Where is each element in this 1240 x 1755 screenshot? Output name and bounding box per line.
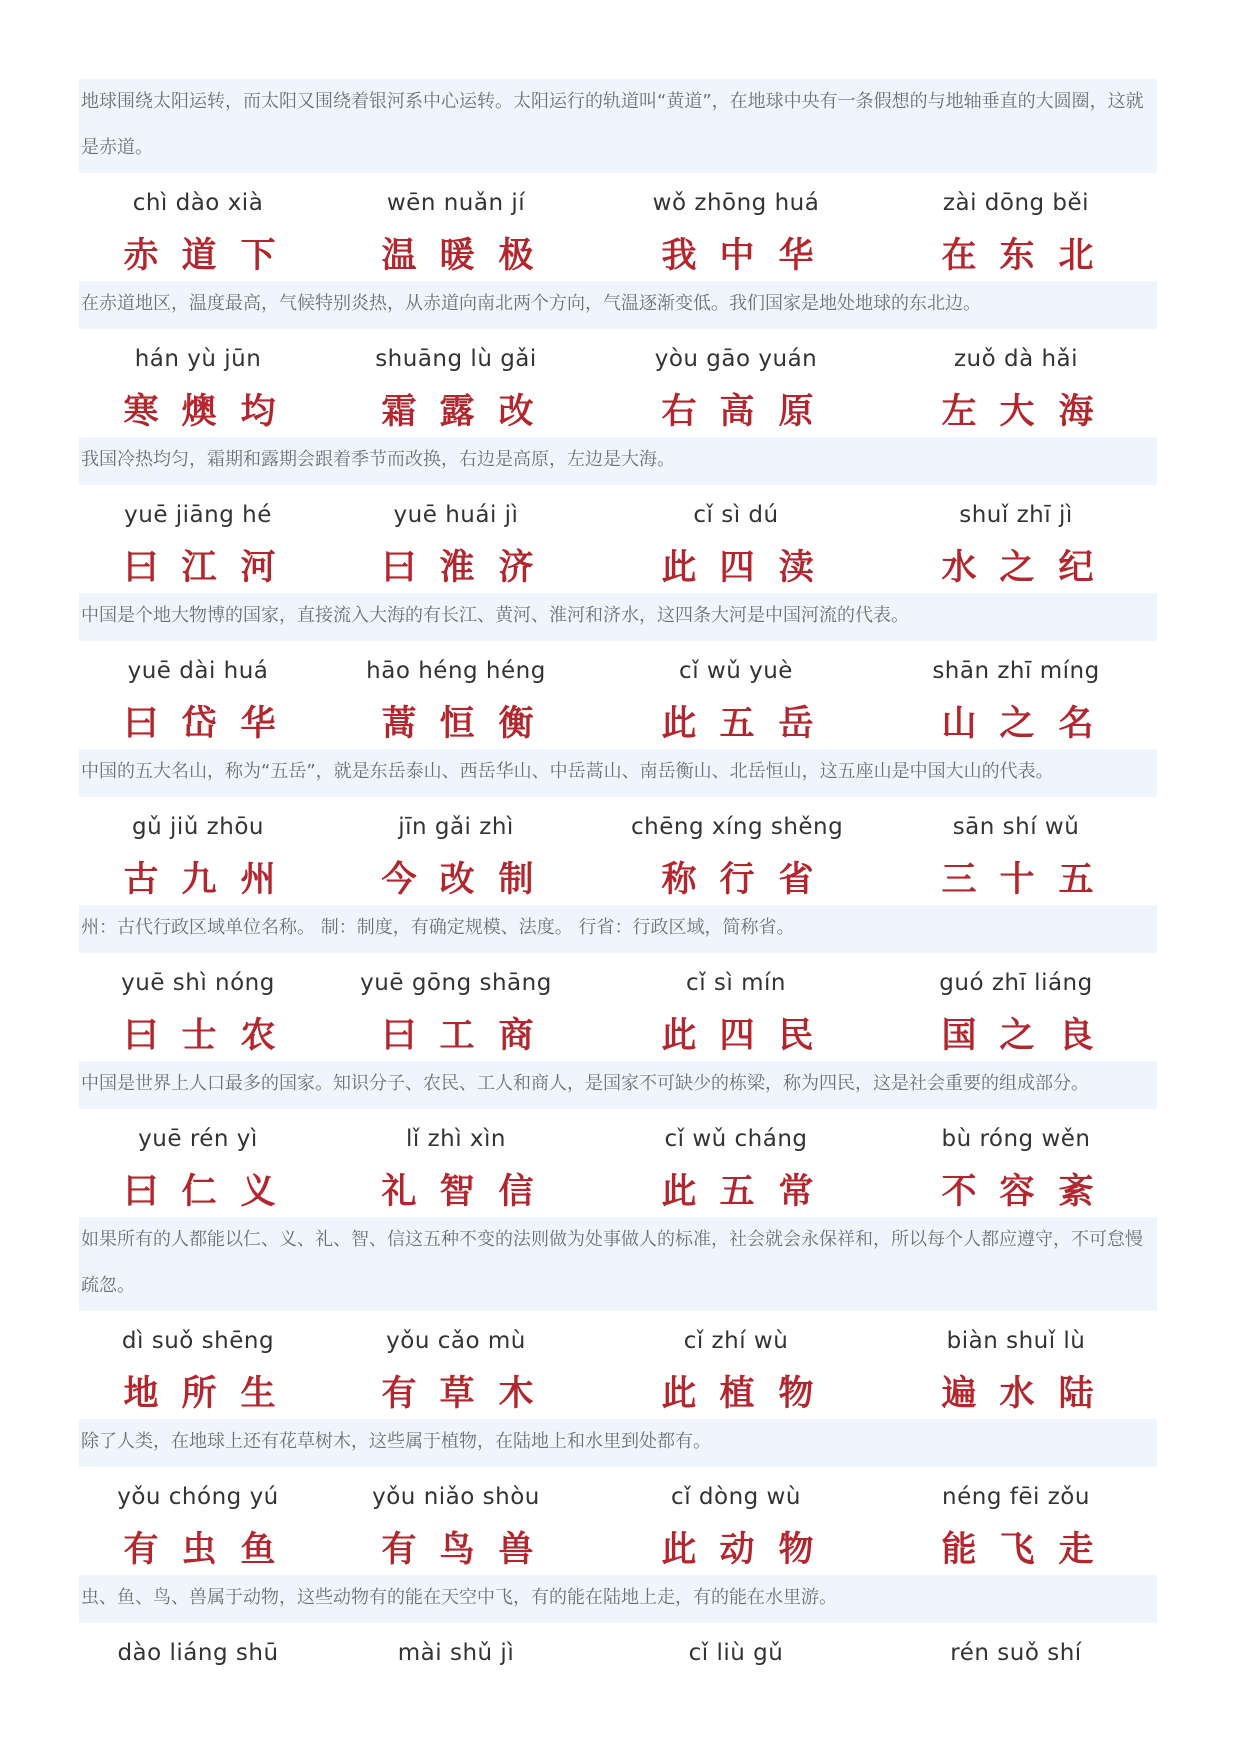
hanzi-char: 均 (240, 392, 276, 432)
pinyin-text: yuē dài huá (127, 658, 269, 684)
hanzi-group (931, 698, 1101, 750)
hanzi-group (931, 542, 1101, 594)
pinyin-text: hán yù jūn (134, 346, 262, 372)
hanzi-group (651, 542, 821, 594)
hanzi-group (651, 1680, 821, 1732)
hanzi-char: 有 (381, 1374, 417, 1414)
hanzi-group (113, 698, 283, 750)
verse-phrase (651, 1484, 821, 1594)
hanzi-char: 岱 (181, 704, 217, 744)
hanzi-char: 称 (661, 860, 697, 900)
hanzi-group (371, 1524, 541, 1576)
verse-row (0, 1640, 1240, 1750)
hanzi-char: 陆 (1058, 1374, 1094, 1414)
note-text: 除了人类，在地球上还有花草树木，这些属于植物，在陆地上和水里到处都有。 (81, 1431, 711, 1452)
hanzi-char: 此 (661, 1374, 697, 1414)
pinyin-text: cǐ zhí wù (683, 1328, 789, 1354)
verse-phrase (931, 658, 1101, 768)
pinyin-text: dì suǒ shēng (121, 1328, 275, 1354)
hanzi-char: 四 (719, 548, 755, 588)
note-text: 中国是个地大物博的国家，直接流入大海的有长江、黄河、淮河和济水，这四条大河是中国河流的代表。 (81, 605, 909, 626)
hanzi-group (931, 854, 1101, 906)
hanzi-group (371, 542, 541, 594)
hanzi-char: 不 (941, 1172, 977, 1212)
hanzi-group (113, 230, 283, 282)
hanzi-group (931, 1166, 1101, 1218)
hanzi-group (931, 1524, 1101, 1576)
hanzi-char: 水 (999, 1374, 1035, 1414)
hanzi-group (931, 1368, 1101, 1420)
verse-phrase (113, 1126, 283, 1236)
hanzi-group (371, 698, 541, 750)
verse-phrase (651, 346, 821, 456)
hanzi-group (371, 386, 541, 438)
hanzi-char: 极 (498, 236, 534, 276)
verse-phrase (371, 814, 541, 924)
pinyin-text: yuē shì nóng (121, 970, 275, 996)
verse-phrase (113, 1640, 283, 1750)
hanzi-char: 民 (778, 1016, 814, 1056)
pinyin-text: rén suǒ shí (950, 1640, 1082, 1666)
hanzi-group (113, 1010, 283, 1062)
note-text: 中国是世界上人口最多的国家。知识分子、农民、工人和商人，是国家不可缺少的栋梁，称为四民，这是社会重要的组成部分。 (81, 1073, 1089, 1094)
hanzi-char: 曰 (381, 1016, 417, 1056)
hanzi-char: 五 (719, 704, 755, 744)
verse-phrase (371, 1484, 541, 1594)
hanzi-char: 山 (941, 704, 977, 744)
hanzi-group (371, 1166, 541, 1218)
hanzi-group (113, 386, 283, 438)
hanzi-char: 左 (941, 392, 977, 432)
verse-phrase (113, 970, 283, 1080)
pinyin-text: yuē huái jì (393, 502, 519, 528)
hanzi-char: 物 (778, 1530, 814, 1570)
hanzi-char: 原 (778, 392, 814, 432)
hanzi-char: 曰 (123, 1016, 159, 1056)
pinyin-text: bù róng wěn (941, 1126, 1091, 1152)
verse-row (0, 1484, 1240, 1594)
hanzi-char: 蒿 (381, 704, 417, 744)
verse-phrase (931, 970, 1101, 1080)
hanzi-char: 暖 (439, 236, 475, 276)
verse-phrase (931, 346, 1101, 456)
hanzi-char: 之 (999, 704, 1035, 744)
verse-row (0, 502, 1240, 612)
hanzi-char: 岳 (778, 704, 814, 744)
verse-row (0, 814, 1240, 924)
hanzi-char: 济 (498, 548, 534, 588)
verse-phrase (931, 1484, 1101, 1594)
hanzi-group (113, 1680, 283, 1732)
verse-phrase (931, 190, 1101, 300)
pinyin-text: cǐ dòng wù (671, 1484, 801, 1510)
hanzi-group (113, 854, 283, 906)
hanzi-char: 燠 (181, 392, 217, 432)
verse-phrase (113, 502, 283, 612)
hanzi-char: 仁 (181, 1172, 217, 1212)
hanzi-char: 右 (661, 392, 697, 432)
hanzi-group (113, 542, 283, 594)
hanzi-group (651, 1166, 821, 1218)
pinyin-text: gǔ jiǔ zhōu (132, 814, 264, 840)
hanzi-char: 植 (719, 1374, 755, 1414)
hanzi-char: 鸟 (439, 1530, 475, 1570)
verse-row (0, 346, 1240, 456)
hanzi-char: 四 (719, 1016, 755, 1056)
note-1 (79, 79, 1157, 173)
hanzi-group (931, 386, 1101, 438)
hanzi-char: 有 (381, 1530, 417, 1570)
pinyin-text: yuē rén yì (138, 1126, 258, 1152)
hanzi-char: 赤 (123, 236, 159, 276)
hanzi-char: 遍 (941, 1374, 977, 1414)
hanzi-char: 三 (941, 860, 977, 900)
hanzi-group (651, 698, 821, 750)
hanzi-char: 之 (999, 548, 1035, 588)
hanzi-char: 此 (661, 704, 697, 744)
note-text: 中国的五大名山，称为“五岳”，就是东岳泰山、西岳华山、中岳蒿山、南岳衡山、北岳恒山，这五座山是中国大山的代表。 (81, 761, 1054, 782)
hanzi-group (371, 1368, 541, 1420)
verse-phrase (371, 1126, 541, 1236)
pinyin-text: cǐ sì dú (693, 502, 779, 528)
note-text: 如果所有的人都能以仁、义、礼、智、信这五种不变的法则做为处事做人的标准，社会就会永保祥和，所以每个人都应遵守，不可怠慢疏忽。 (81, 1229, 1143, 1296)
hanzi-group (931, 1680, 1101, 1732)
hanzi-char: 所 (181, 1374, 217, 1414)
hanzi-group (651, 1010, 821, 1062)
verse-row (0, 1126, 1240, 1236)
hanzi-group (113, 1368, 283, 1420)
pinyin-text: yuē jiāng hé (124, 502, 272, 528)
verse-row (0, 970, 1240, 1080)
hanzi-group (371, 1680, 541, 1732)
verse-phrase (113, 1328, 283, 1438)
note-text: 在赤道地区，温度最高，气候特别炎热，从赤道向南北两个方向，气温逐渐变低。我们国家是地处地球的东北边。 (81, 293, 981, 314)
hanzi-group (651, 386, 821, 438)
hanzi-char: 高 (719, 392, 755, 432)
hanzi-group (651, 1368, 821, 1420)
verse-phrase (931, 1328, 1101, 1438)
hanzi-char: 曰 (123, 704, 159, 744)
verse-phrase (113, 190, 283, 300)
hanzi-char: 纪 (1058, 548, 1094, 588)
verse-phrase (651, 970, 821, 1080)
hanzi-char: 地 (123, 1374, 159, 1414)
pinyin-text: shuǐ zhī jì (959, 502, 1073, 528)
hanzi-char: 华 (778, 236, 814, 276)
hanzi-char: 衡 (498, 704, 534, 744)
hanzi-char: 道 (181, 236, 217, 276)
pinyin-text: shān zhī míng (932, 658, 1100, 684)
hanzi-char: 曰 (123, 1172, 159, 1212)
hanzi-char: 五 (719, 1172, 755, 1212)
pinyin-text: biàn shuǐ lù (946, 1328, 1086, 1354)
pinyin-text: yǒu niǎo shòu (372, 1484, 540, 1510)
hanzi-char: 之 (999, 1016, 1035, 1056)
pinyin-text: dào liáng shū (117, 1640, 279, 1666)
pinyin-text: cǐ wǔ yuè (679, 658, 793, 684)
hanzi-char: 智 (439, 1172, 475, 1212)
verse-phrase (371, 1640, 541, 1750)
pinyin-text: hāo héng héng (366, 658, 546, 684)
hanzi-char: 州 (240, 860, 276, 900)
hanzi-char: 此 (661, 1530, 697, 1570)
hanzi-char: 木 (498, 1374, 534, 1414)
hanzi-char: 行 (719, 860, 755, 900)
pinyin-text: shuāng lù gǎi (375, 346, 537, 372)
verse-phrase (651, 1640, 821, 1750)
hanzi-group (931, 230, 1101, 282)
hanzi-char: 紊 (1058, 1172, 1094, 1212)
hanzi-char: 常 (778, 1172, 814, 1212)
verse-phrase (931, 1126, 1101, 1236)
hanzi-char: 动 (719, 1530, 755, 1570)
note-text: 我国冷热均匀，霜期和露期会跟着季节而改换，右边是高原，左边是大海。 (81, 449, 675, 470)
hanzi-char: 渎 (778, 548, 814, 588)
verse-phrase (631, 814, 844, 924)
hanzi-group (113, 1166, 283, 1218)
note-text: 虫、鱼、鸟、兽属于动物，这些动物有的能在天空中飞，有的能在陆地上走，有的能在水里游。 (81, 1587, 837, 1608)
hanzi-char: 淮 (439, 548, 475, 588)
verse-phrase (113, 658, 283, 768)
verse-phrase (113, 1484, 283, 1594)
hanzi-char: 寒 (123, 392, 159, 432)
hanzi-char: 国 (941, 1016, 977, 1056)
hanzi-char: 义 (240, 1172, 276, 1212)
hanzi-char: 制 (498, 860, 534, 900)
hanzi-group (931, 1010, 1101, 1062)
pinyin-text: cǐ wǔ cháng (664, 1126, 808, 1152)
verse-phrase (113, 814, 283, 924)
hanzi-group (371, 230, 541, 282)
hanzi-char: 水 (941, 548, 977, 588)
hanzi-char: 五 (1058, 860, 1094, 900)
hanzi-char: 有 (123, 1530, 159, 1570)
hanzi-char: 兽 (498, 1530, 534, 1570)
pinyin-text: wēn nuǎn jí (386, 190, 526, 216)
verse-phrase (360, 970, 552, 1080)
hanzi-char: 曰 (381, 548, 417, 588)
hanzi-group (651, 230, 821, 282)
verse-phrase (651, 658, 821, 768)
pinyin-text: zài dōng běi (942, 190, 1090, 216)
hanzi-char: 江 (181, 548, 217, 588)
verse-row (0, 1328, 1240, 1438)
hanzi-char: 名 (1058, 704, 1094, 744)
hanzi-char: 华 (240, 704, 276, 744)
hanzi-char: 鱼 (240, 1530, 276, 1570)
pinyin-text: néng fēi zǒu (942, 1484, 1090, 1510)
verse-row (0, 190, 1240, 300)
verse-phrase (651, 1126, 821, 1236)
verse-phrase (371, 1328, 541, 1438)
pinyin-text: cǐ liù gǔ (688, 1640, 784, 1666)
verse-phrase (931, 814, 1101, 924)
hanzi-char: 在 (941, 236, 977, 276)
hanzi-char: 信 (498, 1172, 534, 1212)
pinyin-text: yòu gāo yuán (654, 346, 818, 372)
hanzi-char: 露 (439, 392, 475, 432)
pinyin-text: chì dào xià (132, 190, 264, 216)
hanzi-char: 草 (439, 1374, 475, 1414)
hanzi-char: 大 (999, 392, 1035, 432)
verse-phrase (651, 1328, 821, 1438)
hanzi-char: 此 (661, 1172, 697, 1212)
hanzi-char: 改 (498, 392, 534, 432)
hanzi-group (371, 1010, 541, 1062)
pinyin-text: guó zhī liáng (939, 970, 1093, 996)
note-text: 州：古代行政区域单位名称。 制：制度，有确定规模、法度。 行省：行政区域，简称省。 (81, 917, 795, 938)
hanzi-char: 曰 (123, 548, 159, 588)
hanzi-char: 商 (498, 1016, 534, 1056)
hanzi-group (113, 1524, 283, 1576)
verse-phrase (931, 1640, 1101, 1750)
hanzi-char: 虫 (181, 1530, 217, 1570)
verse-phrase (371, 190, 541, 300)
hanzi-char: 容 (999, 1172, 1035, 1212)
verse-row (0, 658, 1240, 768)
hanzi-char: 九 (181, 860, 217, 900)
verse-phrase (931, 502, 1101, 612)
hanzi-char: 下 (240, 236, 276, 276)
hanzi-char: 农 (240, 1016, 276, 1056)
hanzi-group (371, 854, 541, 906)
verse-phrase (371, 502, 541, 612)
pinyin-text: zuǒ dà hǎi (953, 346, 1079, 372)
verse-phrase (366, 658, 546, 768)
verse-phrase (651, 190, 821, 300)
hanzi-char: 物 (778, 1374, 814, 1414)
pinyin-text: cǐ sì mín (686, 970, 786, 996)
hanzi-char: 中 (719, 236, 755, 276)
hanzi-char: 东 (999, 236, 1035, 276)
hanzi-char: 古 (123, 860, 159, 900)
hanzi-char: 省 (778, 860, 814, 900)
hanzi-char: 走 (1058, 1530, 1094, 1570)
hanzi-char: 十 (999, 860, 1035, 900)
hanzi-group (651, 854, 821, 906)
pinyin-text: chēng xíng shěng (631, 814, 844, 840)
hanzi-char: 海 (1058, 392, 1094, 432)
hanzi-char: 我 (661, 236, 697, 276)
hanzi-char: 能 (941, 1530, 977, 1570)
hanzi-char: 今 (381, 860, 417, 900)
note-text: 地球围绕太阳运转，而太阳又围绕着银河系中心运转。太阳运行的轨道叫“黄道”，在地球中央有一条假想的与地轴垂直的大圆圈，这就是赤道。 (81, 91, 1144, 158)
pinyin-text: yǒu cǎo mù (386, 1328, 526, 1354)
hanzi-char: 改 (439, 860, 475, 900)
pinyin-text: jīn gǎi zhì (398, 814, 514, 840)
hanzi-char: 霜 (381, 392, 417, 432)
pinyin-text: wǒ zhōng huá (652, 190, 820, 216)
hanzi-group (651, 1524, 821, 1576)
hanzi-char: 飞 (999, 1530, 1035, 1570)
pinyin-text: mài shǔ jì (397, 1640, 515, 1666)
hanzi-char: 礼 (381, 1172, 417, 1212)
pinyin-text: sān shí wǔ (952, 814, 1080, 840)
hanzi-char: 良 (1058, 1016, 1094, 1056)
verse-phrase (651, 502, 821, 612)
verse-phrase (371, 346, 541, 456)
hanzi-char: 恒 (439, 704, 475, 744)
pinyin-text: lǐ zhì xìn (405, 1126, 507, 1152)
hanzi-char: 北 (1058, 236, 1094, 276)
hanzi-char: 温 (381, 236, 417, 276)
hanzi-char: 此 (661, 548, 697, 588)
hanzi-char: 士 (181, 1016, 217, 1056)
hanzi-char: 生 (240, 1374, 276, 1414)
hanzi-char: 河 (240, 548, 276, 588)
pinyin-text: yǒu chóng yú (117, 1484, 279, 1510)
verse-phrase (113, 346, 283, 456)
pinyin-text: yuē gōng shāng (360, 970, 552, 996)
hanzi-char: 工 (439, 1016, 475, 1056)
hanzi-char: 此 (661, 1016, 697, 1056)
